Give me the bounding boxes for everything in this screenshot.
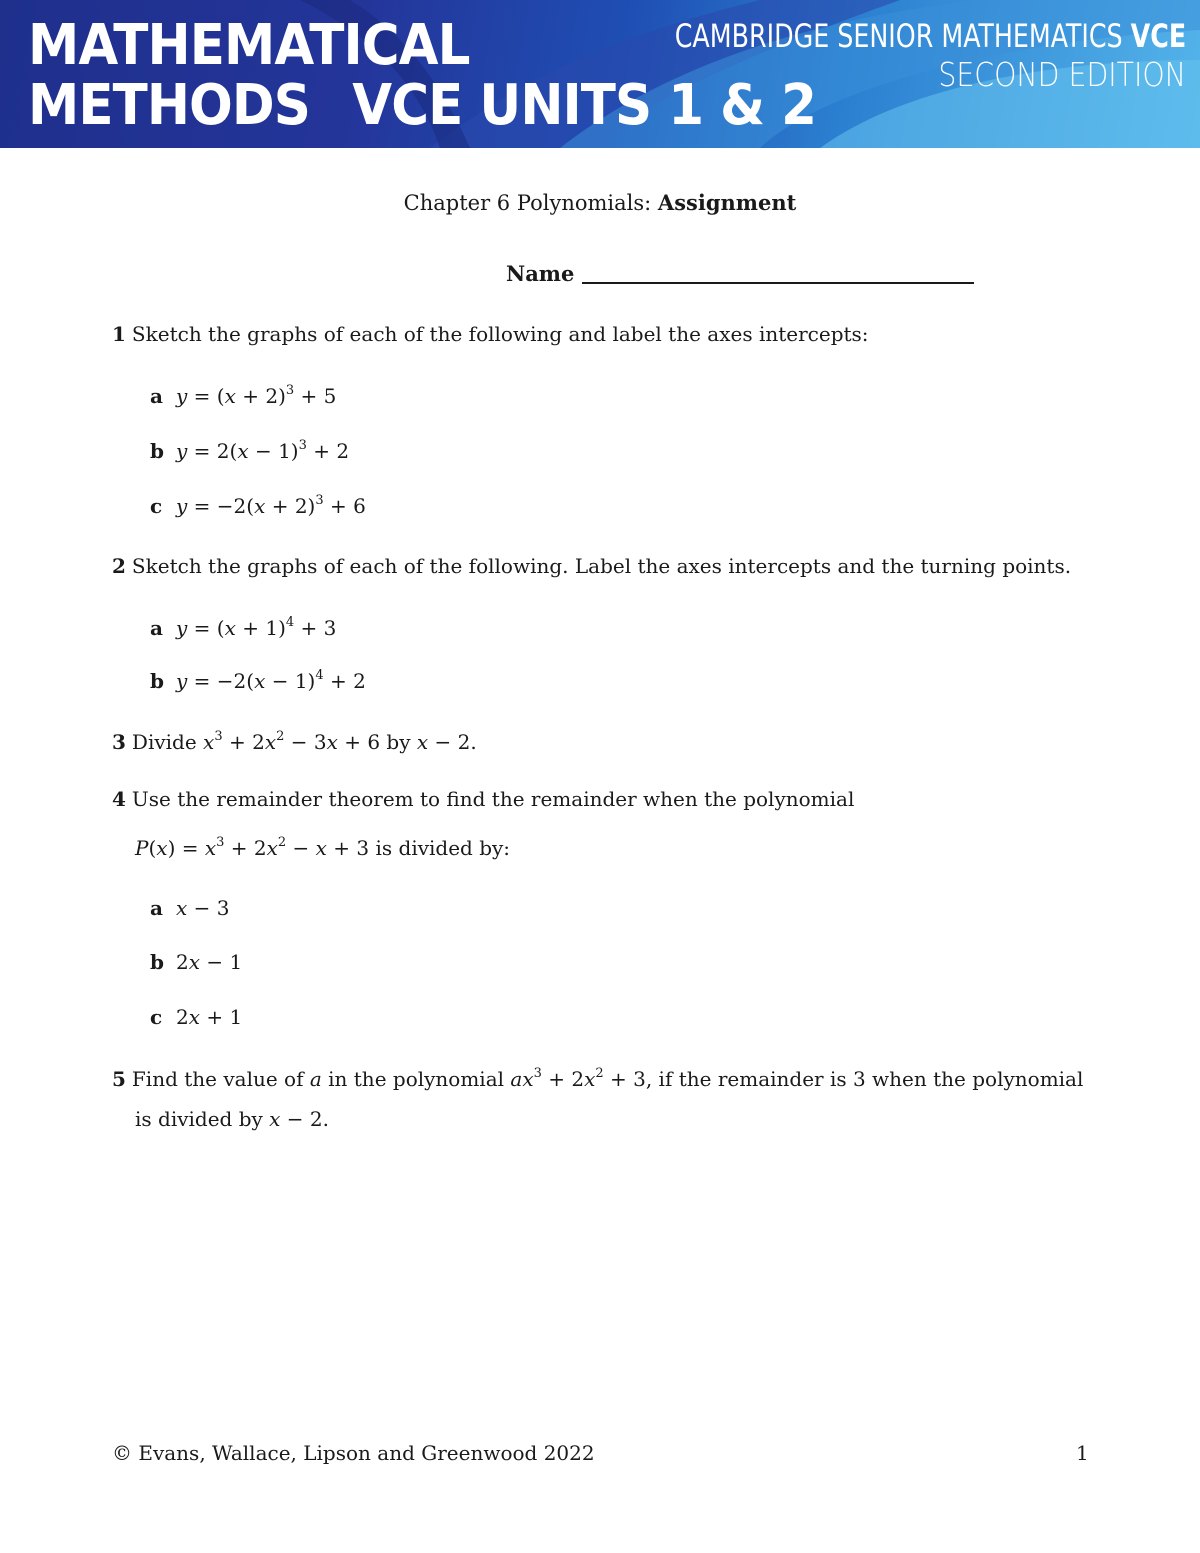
part-label: b [150,950,164,974]
series-name [675,18,1186,54]
part-label: a [150,896,163,920]
name-label: Name [506,261,575,286]
part-label: a [150,384,163,408]
question-text: Sketch the graphs of each of the following and label the axes intercepts: [131,322,869,346]
question-text: Use the remainder theorem to find the remainder when the polynomial [131,787,855,811]
question-text: in the polynomial [321,1067,511,1091]
question-text: Divide [131,730,204,754]
part-label: a [150,616,163,640]
question-4-part-a [150,896,229,920]
question-1-part-b [150,438,349,463]
question-4-part-c [150,1005,242,1029]
equation: $x^3 + 2x^2 - 3x + 6$ [203,729,381,754]
page-number: 1 [1076,1441,1089,1465]
page-title [0,190,1200,215]
edition-label: SECOND EDITION [938,55,1186,94]
banner-title-units: VCE UNITS 1 & 2 [352,73,817,138]
question-text: is divided by [135,1107,270,1131]
question-number: 1 [112,322,126,346]
equation: $y = (x + 1)^4 + 3$ [176,615,337,640]
equation: $P(x) = x^3 + 2x^2 - x + 3$ [135,835,370,860]
equation: x − 2. [269,1107,330,1131]
question-text: , if the remainder is 3 when the polynomial [645,1067,1084,1091]
part-label: b [150,669,164,693]
question-4 [112,787,854,811]
header-banner [0,0,1200,148]
equation: $y = (x + 2)^3 + 5$ [176,383,337,408]
question-text: Sketch the graphs of each of the following. Label the axes intercepts and the turning points. [131,554,1072,578]
equation: $y = -2(x - 1)^4 + 2$ [176,668,366,693]
copyright-notice: © Evans, Wallace, Lipson and Greenwood 2022 [112,1441,595,1465]
equation: $ax^3 + 2x^2 + 3$ [510,1066,646,1091]
series-name-vce: VCE [1130,17,1186,55]
question-1-part-c [150,493,366,518]
chapter-title: Chapter 6 Polynomials: [403,191,658,215]
question-1 [112,322,869,346]
question-3 [112,729,477,754]
equation: $y = -2(x + 2)^3 + 6$ [176,493,366,518]
equation: x − 3 [176,896,230,920]
equation: a [309,1067,322,1091]
question-text: is divided by: [369,836,511,860]
equation: 2x − 1 [176,950,243,974]
question-number: 5 [112,1067,126,1091]
question-2-part-a [150,615,336,640]
equation: $y = 2(x - 1)^3 + 2$ [176,438,350,463]
part-label: c [150,494,163,518]
question-text: Find the value of [131,1067,310,1091]
equation: 2x + 1 [176,1005,243,1029]
name-field [506,261,974,286]
equation: x − 2. [416,730,477,754]
banner-title-line-2 [28,73,817,138]
part-label: b [150,439,164,463]
question-2-part-b [150,668,366,693]
series-name-main: CAMBRIDGE SENIOR MATHEMATICS [674,17,1131,55]
question-number: 3 [112,730,126,754]
part-label: c [150,1005,163,1029]
question-1-part-a [150,383,336,408]
assignment-label: Assignment [657,190,797,215]
question-2 [112,554,1071,578]
name-blank-line [582,268,974,284]
question-5 [112,1066,1083,1091]
banner-title-methods: METHODS [28,73,310,138]
question-4-polynomial [135,835,510,860]
question-4-part-b [150,950,242,974]
question-number: 4 [112,787,126,811]
question-text: by [380,730,417,754]
banner-title-line-1: MATHEMATICAL [28,13,470,78]
question-number: 2 [112,554,126,578]
question-5-continued [135,1107,329,1131]
